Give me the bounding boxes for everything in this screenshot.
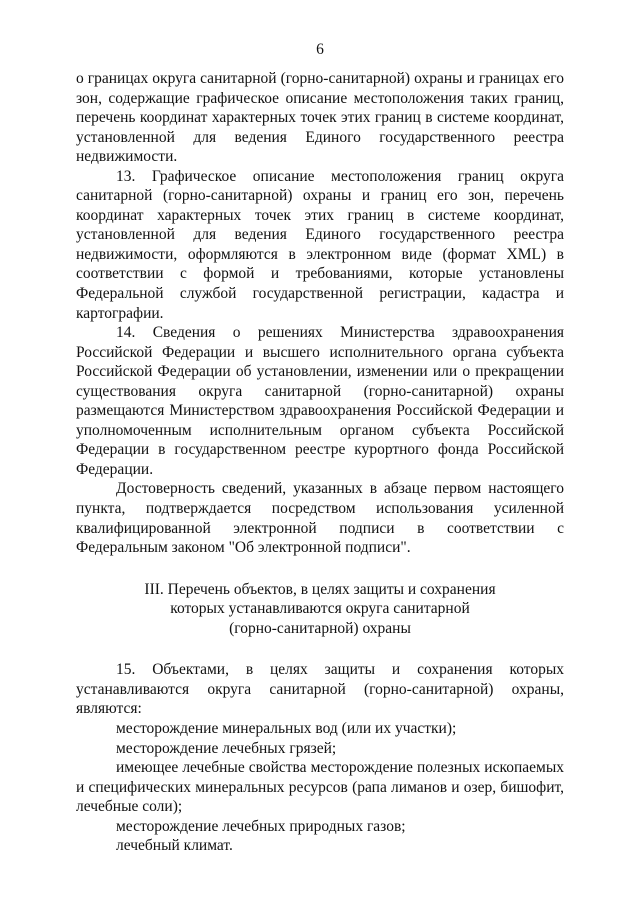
section-heading	[76, 580, 564, 639]
section-heading-line-2: которых устанавливаются округа санитарной	[170, 600, 470, 618]
list-item-therapeutic-muds: месторождение лечебных грязей;	[116, 739, 337, 757]
page-number: 6	[316, 41, 324, 58]
section-heading-line-1: III. Перечень объектов, в целях защиты и сохранения	[144, 580, 496, 598]
list-item-natural-gases: месторождение лечебных природных газов;	[116, 817, 406, 835]
document-body	[76, 69, 564, 856]
paragraph-15: 15. Объектами, в целях защиты и сохранения которых устанавливаются округа санитарной (горно-санитарной) охраны, являются:	[76, 661, 564, 718]
list-item-mineral-waters: месторождение минеральных вод (или их участки);	[116, 719, 457, 737]
list-item-climate: лечебный климат.	[116, 837, 233, 855]
paragraph-boundaries-continuation: о границах округа санитарной (горно-санитарной) охраны и границах его зон, содержащие графическое описание местоположения таких границ, перечень координат характерных точек этих границ в системе координат, установленной для ведения Единого государственного реестра недвижимости.	[76, 70, 564, 166]
paragraph-13: 13. Графическое описание местоположения границ округа санитарной (горно-санитарной) охраны и границ его зон, перечень координат характерных точек этих границ в системе координат, установленной для ведения Единого государственного реестра недвижимости, оформляются в электронном виде (формат XML) в соответствии с формой и требованиями, которые установлены Федеральной службой государственной регистрации, кадастра и картографии.	[76, 167, 564, 322]
section-heading-line-3: (горно-санитарной) охраны	[229, 619, 411, 637]
paragraph-14: 14. Сведения о решениях Министерства здравоохранения Российской Федерации и высшего исполнительного органа субъекта Российской Федерации об установлении, изменении или о прекращении существования округа санитарной (горно-санитарной) охраны размещаются Министерством здравоохранения Российской Федерации и уполномоченным исполнительным органом субъекта Российской Федерации в государственном реестре курортного фонда Российской Федерации.	[76, 324, 564, 478]
paragraph-14-reliability: Достоверность сведений, указанных в абзаце первом настоящего пункта, подтверждается посредством использования усиленной квалифицированной электронной подписи в соответствии с Федеральным законом "Об электронной подписи".	[76, 480, 564, 557]
list-item-mineral-resources: имеющее лечебные свойства месторождение полезных ископаемых и специфических минеральных ресурсов (рапа лиманов и озер, бишофит, лечебные соли);	[76, 759, 564, 816]
